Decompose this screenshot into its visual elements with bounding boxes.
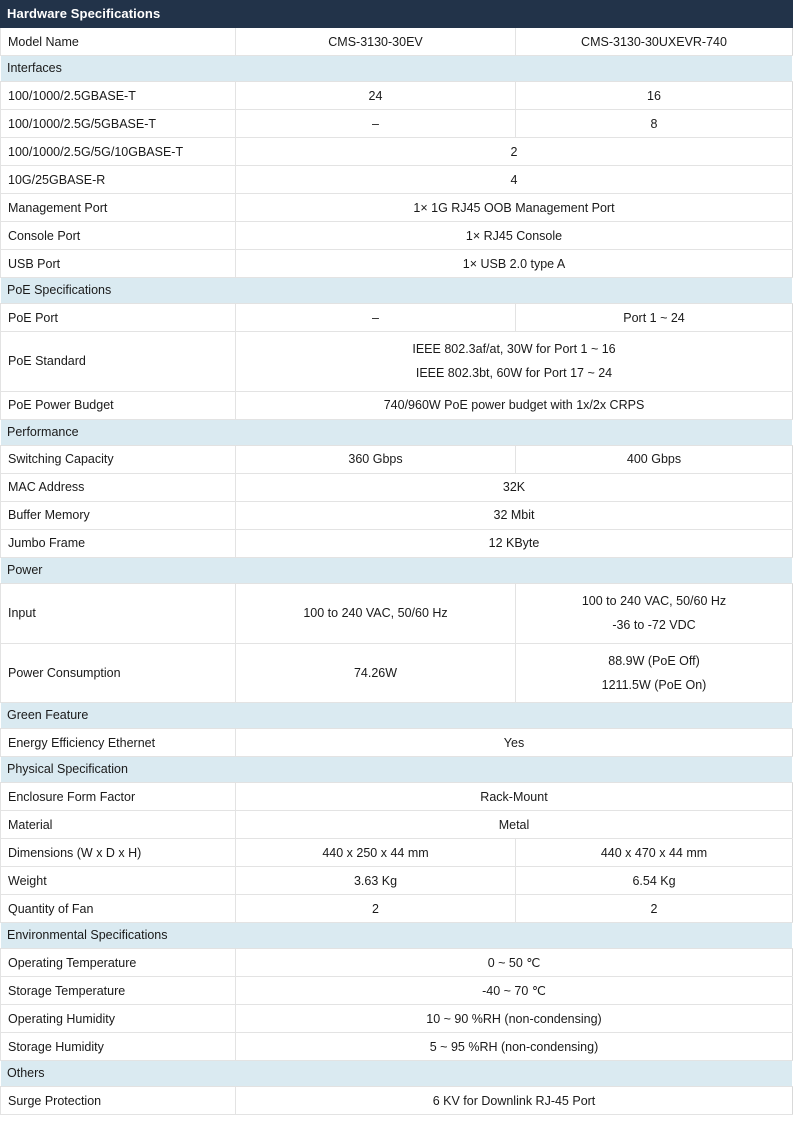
row-label-energy-efficiency: Energy Efficiency Ethernet: [1, 729, 236, 757]
table-row-surge-protection: [1, 1087, 793, 1115]
section-header-physical: [1, 757, 793, 783]
page-title: Hardware Specifications: [1, 1, 793, 28]
value-weight-a: 3.63 Kg: [236, 867, 516, 895]
row-label-base-t-5g: 100/1000/2.5G/5GBASE-T: [1, 110, 236, 138]
value-poe-standard: [236, 332, 793, 392]
row-label-poe-power-budget: PoE Power Budget: [1, 391, 236, 419]
row-label-jumbo-frame: Jumbo Frame: [1, 529, 236, 557]
value-input-b: [516, 583, 793, 643]
table-row-input: [1, 583, 793, 643]
row-label-mac-address: MAC Address: [1, 473, 236, 501]
value-base-t-25g-a: 24: [236, 82, 516, 110]
row-label-model-name: Model Name: [1, 28, 236, 56]
model-b-name: CMS-3130-30UXEVR-740: [516, 28, 793, 56]
section-label-poe: PoE Specifications: [1, 278, 793, 304]
value-mac-address: 32K: [236, 473, 793, 501]
value-storage-humidity: 5 ~ 95 %RH (non-condensing): [236, 1033, 793, 1061]
table-row-storage-temperature: [1, 977, 793, 1005]
table-row-material: [1, 811, 793, 839]
row-label-input: Input: [1, 583, 236, 643]
value-poe-port-b: Port 1 ~ 24: [516, 304, 793, 332]
table-row-base-r-25g: [1, 166, 793, 194]
section-label-environmental: Environmental Specifications: [1, 923, 793, 949]
table-row-energy-efficiency: [1, 729, 793, 757]
row-label-weight: Weight: [1, 867, 236, 895]
row-label-base-t-10g: 100/1000/2.5G/5G/10GBASE-T: [1, 138, 236, 166]
row-label-surge-protection: Surge Protection: [1, 1087, 236, 1115]
row-label-usb-port: USB Port: [1, 250, 236, 278]
section-header-performance: [1, 419, 793, 445]
row-label-base-t-25g: 100/1000/2.5GBASE-T: [1, 82, 236, 110]
value-base-r-25g: 4: [236, 166, 793, 194]
table-row-management-port: [1, 194, 793, 222]
row-label-base-r-25g: 10G/25GBASE-R: [1, 166, 236, 194]
value-fan-quantity-b: 2: [516, 895, 793, 923]
row-label-fan-quantity: Quantity of Fan: [1, 895, 236, 923]
value-usb-port: 1× USB 2.0 type A: [236, 250, 793, 278]
value-jumbo-frame: 12 KByte: [236, 529, 793, 557]
section-label-others: Others: [1, 1061, 793, 1087]
section-header-others: [1, 1061, 793, 1087]
row-label-operating-temperature: Operating Temperature: [1, 949, 236, 977]
section-label-power: Power: [1, 557, 793, 583]
value-buffer-memory: 32 Mbit: [236, 501, 793, 529]
table-row-fan-quantity: [1, 895, 793, 923]
section-header-green: [1, 703, 793, 729]
table-row-usb-port: [1, 250, 793, 278]
row-label-buffer-memory: Buffer Memory: [1, 501, 236, 529]
table-row-model-name: [1, 28, 793, 56]
table-row-console-port: [1, 222, 793, 250]
table-row-base-t-10g: [1, 138, 793, 166]
row-label-management-port: Management Port: [1, 194, 236, 222]
value-dimensions-b: 440 x 470 x 44 mm: [516, 839, 793, 867]
section-label-interfaces: Interfaces: [1, 56, 793, 82]
table-row-weight: [1, 867, 793, 895]
section-label-performance: Performance: [1, 419, 793, 445]
value-energy-efficiency: Yes: [236, 729, 793, 757]
section-header-environmental: [1, 923, 793, 949]
value-switching-capacity-b: 400 Gbps: [516, 445, 793, 473]
section-label-physical: Physical Specification: [1, 757, 793, 783]
value-material: Metal: [236, 811, 793, 839]
section-label-green: Green Feature: [1, 703, 793, 729]
table-row-operating-temperature: [1, 949, 793, 977]
table-row-switching-capacity: [1, 445, 793, 473]
row-label-storage-temperature: Storage Temperature: [1, 977, 236, 1005]
value-surge-protection: 6 KV for Downlink RJ-45 Port: [236, 1087, 793, 1115]
value-poe-standard-line1: IEEE 802.3af/at, 30W for Port 1 ~ 16: [412, 342, 616, 356]
value-power-consumption-b: [516, 643, 793, 703]
table-row-poe-port: [1, 304, 793, 332]
table-row-storage-humidity: [1, 1033, 793, 1061]
value-base-t-10g: 2: [236, 138, 793, 166]
table-row-buffer-memory: [1, 501, 793, 529]
section-header-power: [1, 557, 793, 583]
row-label-poe-standard: PoE Standard: [1, 332, 236, 392]
value-fan-quantity-a: 2: [236, 895, 516, 923]
value-weight-b: 6.54 Kg: [516, 867, 793, 895]
row-label-operating-humidity: Operating Humidity: [1, 1005, 236, 1033]
row-label-poe-port: PoE Port: [1, 304, 236, 332]
value-dimensions-a: 440 x 250 x 44 mm: [236, 839, 516, 867]
row-label-enclosure: Enclosure Form Factor: [1, 783, 236, 811]
table-row-poe-standard: [1, 332, 793, 392]
table-row-base-t-5g: [1, 110, 793, 138]
section-header-interfaces: [1, 56, 793, 82]
value-operating-temperature: 0 ~ 50 ℃: [236, 949, 793, 977]
table-row-mac-address: [1, 473, 793, 501]
row-label-switching-capacity: Switching Capacity: [1, 445, 236, 473]
value-base-t-5g-a: –: [236, 110, 516, 138]
value-poe-port-a: –: [236, 304, 516, 332]
table-row-base-t-25g: [1, 82, 793, 110]
table-title-row: [1, 1, 793, 28]
row-label-material: Material: [1, 811, 236, 839]
table-row-dimensions: [1, 839, 793, 867]
value-console-port: 1× RJ45 Console: [236, 222, 793, 250]
table-row-power-consumption: [1, 643, 793, 703]
value-input-a: 100 to 240 VAC, 50/60 Hz: [236, 583, 516, 643]
value-switching-capacity-a: 360 Gbps: [236, 445, 516, 473]
value-power-consumption-a: 74.26W: [236, 643, 516, 703]
section-header-poe: [1, 278, 793, 304]
row-label-storage-humidity: Storage Humidity: [1, 1033, 236, 1061]
value-enclosure: Rack-Mount: [236, 783, 793, 811]
row-label-dimensions: Dimensions (W x D x H): [1, 839, 236, 867]
table-row-jumbo-frame: [1, 529, 793, 557]
table-row-enclosure: [1, 783, 793, 811]
row-label-power-consumption: Power Consumption: [1, 643, 236, 703]
model-a-name: CMS-3130-30EV: [236, 28, 516, 56]
value-input-b-line1: 100 to 240 VAC, 50/60 Hz: [581, 593, 727, 608]
row-label-console-port: Console Port: [1, 222, 236, 250]
value-operating-humidity: 10 ~ 90 %RH (non-condensing): [236, 1005, 793, 1033]
table-row-operating-humidity: [1, 1005, 793, 1033]
value-poe-power-budget: 740/960W PoE power budget with 1x/2x CRPS: [236, 391, 793, 419]
table-row-poe-power-budget: [1, 391, 793, 419]
value-base-t-5g-b: 8: [516, 110, 793, 138]
value-input-b-line2: -36 to -72 VDC: [612, 618, 696, 633]
value-base-t-25g-b: 16: [516, 82, 793, 110]
value-management-port: 1× 1G RJ45 OOB Management Port: [236, 194, 793, 222]
value-power-consumption-b-line1: 88.9W (PoE Off): [608, 653, 700, 668]
value-poe-standard-line2: IEEE 802.3bt, 60W for Port 17 ~ 24: [415, 366, 613, 381]
value-power-consumption-b-line2: 1211.5W (PoE On): [601, 677, 707, 692]
value-storage-temperature: -40 ~ 70 ℃: [236, 977, 793, 1005]
